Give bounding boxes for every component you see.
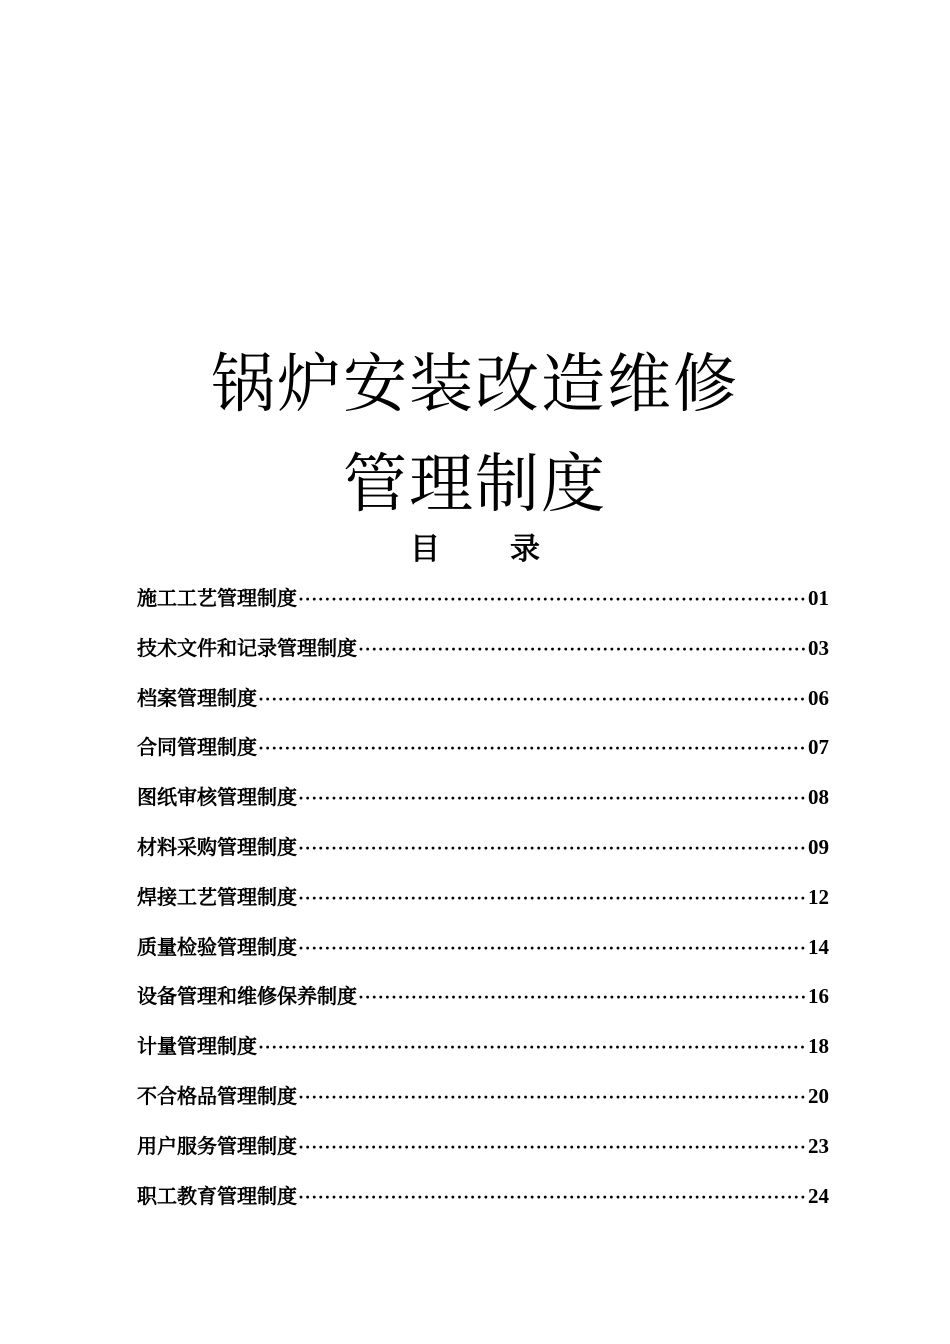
toc-item-label: 档案管理制度	[137, 685, 257, 710]
toc-item[interactable]	[137, 578, 829, 628]
toc-item[interactable]	[137, 877, 829, 927]
toc-item[interactable]	[137, 628, 829, 678]
toc-dot-leader	[298, 1177, 807, 1217]
toc-item[interactable]	[137, 727, 829, 777]
toc-item[interactable]	[137, 976, 829, 1026]
toc-item-page: 16	[808, 984, 829, 1009]
toc-heading-char-1: 目	[410, 532, 440, 567]
toc-dot-leader	[298, 1077, 807, 1117]
toc-item-label: 合同管理制度	[137, 735, 257, 760]
toc-item-page: 09	[808, 834, 829, 859]
toc-item-label: 不合格品管理制度	[137, 1083, 297, 1108]
toc-dot-leader	[298, 778, 807, 818]
toc-item-label: 材料采购管理制度	[137, 834, 297, 859]
toc-heading	[0, 528, 950, 572]
title-line-2: 管理制度	[343, 448, 607, 522]
toc-item[interactable]	[137, 777, 829, 827]
toc-item[interactable]	[137, 1076, 829, 1126]
toc-dot-leader	[258, 728, 807, 768]
toc-item-page: 18	[808, 1034, 829, 1059]
toc-item-page: 20	[808, 1083, 829, 1108]
toc-item-page: 12	[808, 884, 829, 909]
toc-item-label: 焊接工艺管理制度	[137, 884, 297, 909]
toc-item-page: 08	[808, 785, 829, 810]
toc-dot-leader	[258, 679, 807, 719]
toc-item-page: 24	[808, 1183, 829, 1208]
toc-item-page: 03	[808, 635, 829, 660]
toc-dot-leader	[298, 928, 807, 968]
toc-item-label: 施工工艺管理制度	[137, 586, 297, 610]
toc-item-page: 23	[808, 1133, 829, 1158]
toc-dot-leader	[298, 1127, 807, 1167]
toc-item-page: 14	[808, 934, 829, 959]
toc-dot-leader	[298, 878, 807, 918]
toc-item-page: 01	[808, 586, 829, 610]
toc-item-label: 职工教育管理制度	[137, 1183, 297, 1208]
toc-item[interactable]	[137, 927, 829, 977]
toc-dot-leader	[298, 828, 807, 868]
toc-dot-leader	[358, 629, 807, 669]
document-title	[0, 335, 950, 535]
toc-dot-leader	[298, 579, 807, 619]
toc-item[interactable]	[137, 1176, 829, 1226]
toc-item[interactable]	[137, 678, 829, 728]
toc-item-label: 用户服务管理制度	[137, 1133, 297, 1158]
toc-item-label: 技术文件和记录管理制度	[137, 635, 357, 660]
toc-heading-char-2: 录	[510, 532, 540, 567]
toc-list	[137, 578, 829, 1225]
toc-item-page: 06	[808, 685, 829, 710]
toc-item-label: 质量检验管理制度	[137, 934, 297, 959]
toc-item-label: 图纸审核管理制度	[137, 785, 297, 810]
toc-item-page: 07	[808, 735, 829, 760]
toc-item[interactable]	[137, 827, 829, 877]
toc-item[interactable]	[137, 1026, 829, 1076]
toc-dot-leader	[258, 1027, 807, 1067]
toc-item[interactable]	[137, 1126, 829, 1176]
toc-item-label: 计量管理制度	[137, 1034, 257, 1059]
toc-dot-leader	[358, 977, 807, 1017]
title-line-1: 锅炉安装改造维修	[211, 348, 739, 422]
toc-item-label: 设备管理和维修保养制度	[137, 984, 357, 1009]
